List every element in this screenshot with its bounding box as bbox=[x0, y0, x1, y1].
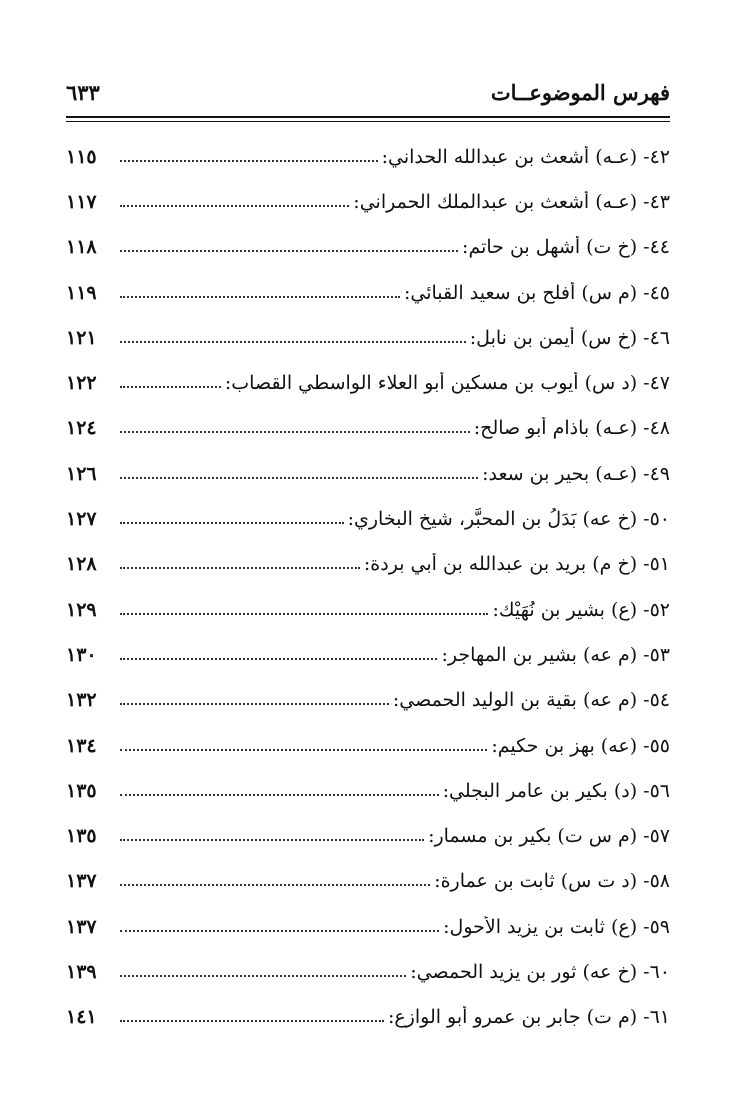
index-entry bbox=[66, 451, 670, 496]
index-entry bbox=[66, 315, 670, 360]
index-entry bbox=[66, 949, 670, 994]
entry-title: (عـه) أشعث بن عبدالملك الحمراني: bbox=[353, 190, 638, 213]
entry-page-number: ١٢٦ bbox=[66, 462, 97, 485]
dot-leader bbox=[120, 884, 430, 886]
index-entry bbox=[66, 496, 670, 541]
index-entry bbox=[66, 904, 670, 949]
entry-title: (خ عه) بَدَلُ بن المحبَّر، شيخ البخاري: bbox=[347, 508, 638, 531]
entry-number: ٤٥- bbox=[643, 281, 670, 304]
entry-title: (عـه) بحير بن سعد: bbox=[482, 462, 638, 485]
entry-title: (م عه) بقية بن الوليد الحمصي: bbox=[392, 689, 638, 712]
dot-leader bbox=[120, 749, 487, 751]
dot-leader bbox=[120, 658, 437, 660]
entry-page-number: ١٢١ bbox=[66, 326, 97, 349]
entry-title: (م س) أفلح بن سعيد القبائي: bbox=[403, 281, 638, 304]
index-entry bbox=[66, 632, 670, 677]
entry-page-number: ١١٨ bbox=[66, 236, 97, 259]
entry-title: (عـه) أشعث بن عبدالله الحداني: bbox=[381, 145, 638, 168]
entry-page-number: ١١٧ bbox=[66, 190, 97, 213]
dot-leader bbox=[120, 205, 349, 207]
entry-number: ٤٤- bbox=[643, 236, 670, 259]
entry-title: (خ م) بريد بن عبدالله بن أبي بردة: bbox=[363, 553, 638, 576]
index-entry bbox=[66, 270, 670, 315]
entry-number: ٥٩- bbox=[643, 915, 670, 938]
entry-number: ٥٤- bbox=[643, 689, 670, 712]
entry-number: ٤٣- bbox=[643, 190, 670, 213]
entry-page-number: ١٢٤ bbox=[66, 417, 97, 440]
entry-page-number: ١٣٠ bbox=[66, 643, 97, 666]
entry-page-number: ١٣٩ bbox=[66, 960, 97, 983]
dot-leader bbox=[120, 794, 439, 796]
dot-leader bbox=[120, 477, 478, 479]
dot-leader bbox=[120, 386, 221, 388]
entry-number: ٥٨- bbox=[643, 870, 670, 893]
entry-number: ٤٨- bbox=[643, 417, 670, 440]
entry-title: (د) بكير بن عامر البجلي: bbox=[442, 779, 638, 802]
entry-number: ٤٦- bbox=[643, 326, 670, 349]
dot-leader bbox=[120, 1020, 384, 1022]
entry-title: (ع) بشير بن نُهَيْك: bbox=[492, 598, 638, 621]
header-page-number: ٦٣٣ bbox=[66, 79, 100, 105]
dot-leader bbox=[120, 160, 378, 162]
entry-number: ٥٢- bbox=[643, 598, 670, 621]
index-list bbox=[66, 134, 670, 1040]
entry-title: (خ ت) أشهل بن حاتم: bbox=[462, 236, 638, 259]
entry-title: (عـه) باذام أبو صالح: bbox=[473, 417, 638, 440]
entry-page-number: ١١٩ bbox=[66, 281, 97, 304]
dot-leader bbox=[120, 613, 488, 615]
index-entry bbox=[66, 406, 670, 451]
dot-leader bbox=[120, 839, 424, 841]
entry-page-number: ١٣٧ bbox=[66, 870, 97, 893]
entry-page-number: ١٣٢ bbox=[66, 689, 97, 712]
entry-title: (م س ت) بكير بن مسمار: bbox=[428, 825, 638, 848]
entry-title: (م ت) جابر بن عمرو أبو الوازع: bbox=[387, 1006, 638, 1029]
index-entry bbox=[66, 542, 670, 587]
entry-title: (م عه) بشير بن المهاجر: bbox=[441, 643, 638, 666]
entry-page-number: ١٣٤ bbox=[66, 734, 97, 757]
index-entry bbox=[66, 360, 670, 405]
entry-number: ٥٥- bbox=[643, 734, 670, 757]
dot-leader bbox=[120, 431, 470, 433]
entry-page-number: ١٣٥ bbox=[66, 779, 97, 802]
dot-leader bbox=[120, 522, 344, 524]
dot-leader bbox=[120, 567, 360, 569]
index-entry bbox=[66, 768, 670, 813]
entry-number: ٤٢- bbox=[643, 145, 670, 168]
entry-page-number: ١٣٥ bbox=[66, 825, 97, 848]
entry-page-number: ١٢٢ bbox=[66, 372, 97, 395]
entry-page-number: ١٢٩ bbox=[66, 598, 97, 621]
entry-number: ٥٠- bbox=[643, 508, 670, 531]
index-entry bbox=[66, 813, 670, 858]
header-rule-thin bbox=[66, 121, 670, 122]
entry-title: (خ س) أيمن بن نابل: bbox=[469, 326, 638, 349]
index-entry bbox=[66, 134, 670, 179]
dot-leader bbox=[120, 341, 466, 343]
entry-number: ٤٧- bbox=[643, 372, 670, 395]
entry-number: ٥١- bbox=[643, 553, 670, 576]
entry-page-number: ١١٥ bbox=[66, 145, 97, 168]
dot-leader bbox=[120, 703, 389, 705]
entry-title: (ع) ثابت بن يزيد الأحول: bbox=[443, 915, 638, 938]
index-entry bbox=[66, 995, 670, 1040]
entry-title: (عه) بهز بن حكيم: bbox=[491, 734, 638, 757]
entry-page-number: ١٢٧ bbox=[66, 508, 97, 531]
page-header bbox=[66, 72, 670, 112]
entry-page-number: ١٤١ bbox=[66, 1006, 97, 1029]
index-entry bbox=[66, 179, 670, 224]
entry-number: ٦٠- bbox=[643, 960, 670, 983]
index-entry bbox=[66, 723, 670, 768]
dot-leader bbox=[120, 930, 439, 932]
header-title: فهرس الموضوعــات bbox=[490, 79, 670, 105]
header-rule-thick bbox=[66, 116, 670, 118]
dot-leader bbox=[120, 975, 406, 977]
entry-title: (د س) أيوب بن مسكين أبو العلاء الواسطي القصاب: bbox=[224, 372, 638, 395]
index-entry bbox=[66, 678, 670, 723]
entry-title: (د ت س) ثابت بن عمارة: bbox=[434, 870, 638, 893]
dot-leader bbox=[120, 250, 458, 252]
entry-page-number: ١٢٨ bbox=[66, 553, 97, 576]
index-entry bbox=[66, 859, 670, 904]
dot-leader bbox=[120, 296, 400, 298]
entry-number: ٥٧- bbox=[643, 825, 670, 848]
entry-number: ٦١- bbox=[643, 1006, 670, 1029]
index-entry bbox=[66, 225, 670, 270]
entry-title: (خ عه) ثور بن يزيد الحمصي: bbox=[410, 960, 638, 983]
entry-number: ٤٩- bbox=[643, 462, 670, 485]
index-entry bbox=[66, 587, 670, 632]
entry-page-number: ١٣٧ bbox=[66, 915, 97, 938]
entry-number: ٥٣- bbox=[643, 643, 670, 666]
entry-number: ٥٦- bbox=[643, 779, 670, 802]
